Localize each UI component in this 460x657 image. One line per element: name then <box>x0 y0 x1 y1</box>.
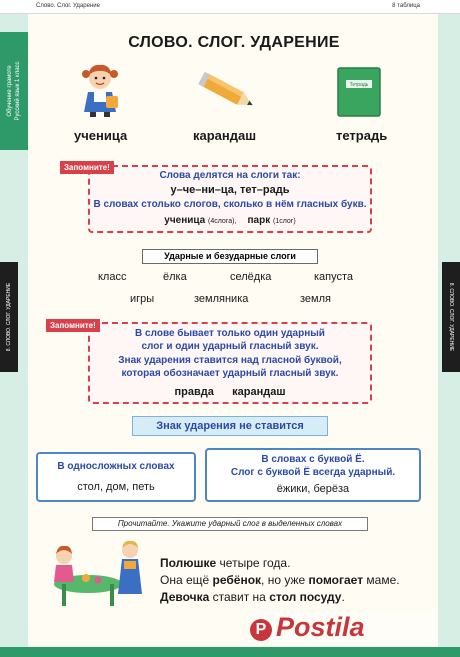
header-left-text: Слово. Слог. Ударение <box>36 3 100 9</box>
right-black-tab <box>442 262 460 372</box>
sentence-3-bold-3: посуду <box>299 590 342 604</box>
no-stress-banner: Знак ударения не ставится <box>132 416 328 436</box>
rule-1-line-3: В словах столько слогов, сколько в нём гласных букв. <box>93 199 367 210</box>
sentence-2-part-c: маме. <box>363 573 400 587</box>
girl-student-illustration <box>76 62 124 118</box>
rule-2-line-4: которая обозначает ударный гласный звук. <box>121 368 339 379</box>
monosyllabic-title: В односложных словах <box>57 461 175 472</box>
remember-tag-1: Запомните! <box>60 161 114 174</box>
example-note-1: (4слога), <box>208 218 237 225</box>
remember-tag-2: Запомните! <box>46 319 100 332</box>
sentence-3-part-a: ставит на <box>209 590 270 604</box>
rule-1-line-2: у–че–ни–ца, тет–радь <box>170 184 290 196</box>
sentence-3-bold-1: Девочка <box>160 590 210 604</box>
sentence-1 <box>160 556 290 570</box>
left-subject-box <box>0 32 28 150</box>
postila-logo-icon: P <box>250 619 272 641</box>
stressed-word-6: земляника <box>194 293 249 305</box>
sentence-2-bold-2: помогает <box>308 573 364 587</box>
stressed-word-2: ёлка <box>163 271 187 283</box>
picture-word-1: ученица <box>74 128 128 143</box>
rule-1-line-1: Слова делятся на слоги так: <box>159 170 301 181</box>
stressed-word-1: класс <box>98 271 127 283</box>
sentence-2-part-b: , но уже <box>261 573 309 587</box>
pencil-illustration <box>196 70 260 114</box>
rule-2-line-2: слог и один ударный гласный звук. <box>141 341 319 352</box>
notebook-illustration <box>332 64 386 118</box>
stressed-word-4: капуста <box>314 271 354 283</box>
right-tab-label: 8. СЛОВО. СЛОГ. УДАРЕНИЕ <box>448 282 454 352</box>
bottom-band <box>0 647 460 657</box>
stressed-word-5: игры <box>130 293 155 305</box>
remember-box-2 <box>88 322 372 404</box>
left-subject-label: Обучение грамоте Русский язык 1 класс <box>7 61 21 121</box>
girls-at-table-illustration <box>42 538 152 610</box>
monosyllabic-examples: стол, дом, петь <box>77 481 155 493</box>
stressed-word-7: земля <box>300 293 331 305</box>
rule-1-examples <box>90 215 370 226</box>
yo-rule-line-1: В словах с буквой Ё. <box>261 454 365 465</box>
svg-text:Тетрадь: Тетрадь <box>349 82 369 88</box>
watermark-text: Postila <box>276 612 365 642</box>
postila-watermark <box>250 612 435 642</box>
left-tab-label: 8. СЛОВО. СЛОГ. УДАРЕНИЕ <box>6 282 12 352</box>
yo-examples: ёжики, берёза <box>276 483 350 495</box>
monosyllabic-box <box>36 452 196 502</box>
sentence-3-end: . <box>341 590 345 604</box>
sentence-2-bold-1: ребёнок <box>212 573 262 587</box>
example-word-uchenitsa: ученица <box>164 215 206 226</box>
sentence-3 <box>160 590 345 604</box>
sentence-1-rest: четыре года. <box>216 556 291 570</box>
yo-rule-line-2: Слог с буквой Ё всегда ударный. <box>230 467 396 478</box>
example-word-karandash: карандаш <box>232 386 286 398</box>
page-title: СЛОВО. СЛОГ. УДАРЕНИЕ <box>128 34 340 51</box>
stressed-word-3: селёдка <box>230 271 272 283</box>
yo-letter-box <box>205 448 421 502</box>
remember-box-1 <box>88 165 372 233</box>
rule-2-line-1: В слове бывает только один ударный <box>135 328 325 339</box>
header-right-text: 8 таблица <box>392 3 420 9</box>
sentence-1-bold: Полюшке <box>160 556 217 570</box>
sentence-3-bold-2: стол <box>269 590 297 604</box>
example-note-2: (1слог) <box>273 218 296 225</box>
rule-2-examples <box>90 386 370 398</box>
left-black-tab <box>0 262 18 372</box>
picture-word-2: карандаш <box>193 128 257 143</box>
exercise-instruction: Прочитайте. Укажите ударный слог в выделенных словах <box>92 517 368 531</box>
example-word-park: парк <box>247 215 271 226</box>
sentence-2 <box>160 573 400 587</box>
picture-word-3: тетрадь <box>336 128 388 143</box>
example-word-pravda: правда <box>174 386 214 398</box>
header-bar <box>0 0 460 14</box>
sentence-2-part-a: Она ещё <box>160 573 213 587</box>
rule-2-line-3: Знак ударения ставится над гласной буквой, <box>118 355 342 366</box>
stressed-syllables-pill: Ударные и безударные слоги <box>142 249 318 264</box>
